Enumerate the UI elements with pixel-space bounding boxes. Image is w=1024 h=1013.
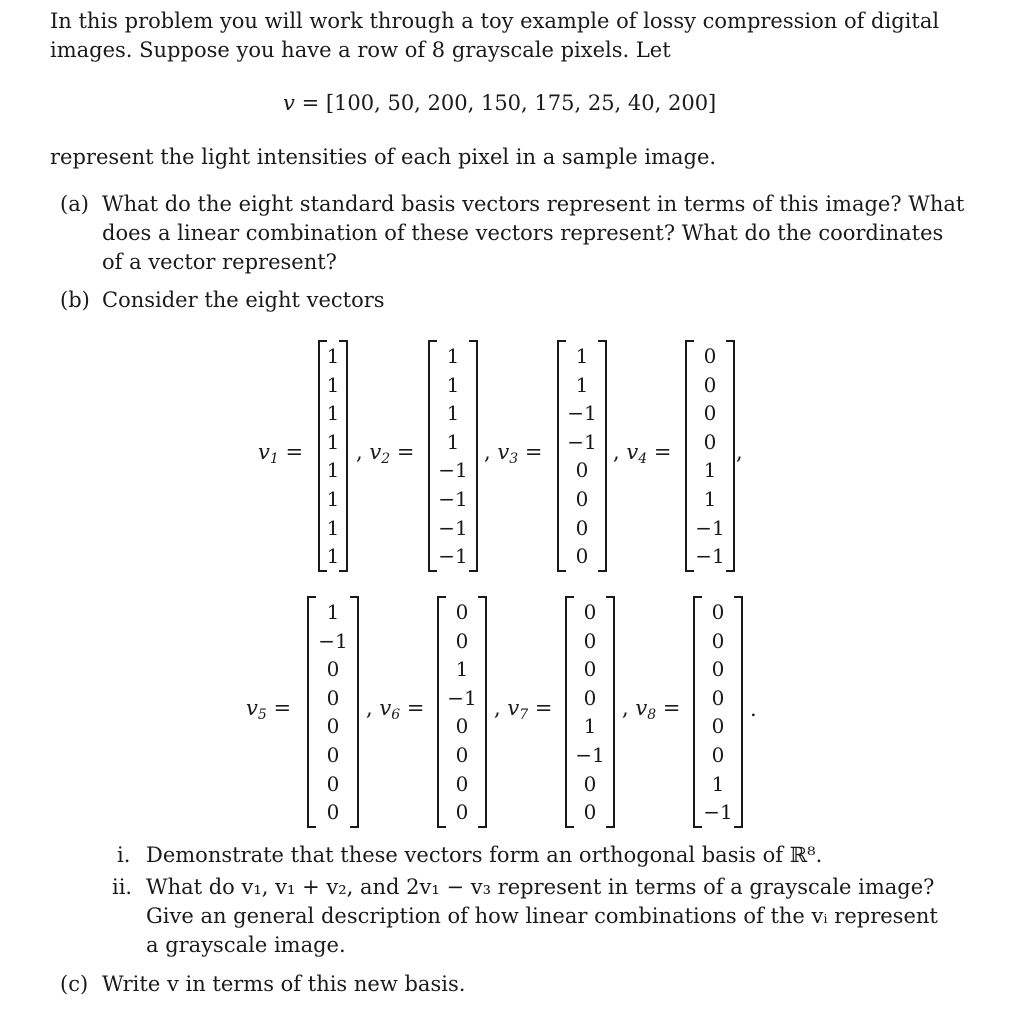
vector-entry: 0 [583, 657, 597, 682]
vector-entry: 0 [703, 372, 717, 397]
vector-entry: 1 [326, 458, 340, 483]
vector-matrix-4 [685, 340, 735, 572]
part-a-line-1: What do the eight standard basis vectors represent in terms of this image? What [102, 192, 965, 216]
vector-entry: 1 [326, 544, 340, 569]
vector-entry: 0 [583, 628, 597, 653]
vector-entry: −1 [438, 458, 468, 483]
vector-matrix-8 [693, 596, 743, 828]
intro-line-1: In this problem you will work through a toy example of lossy compression of digital [50, 9, 940, 33]
sub-ii-label: ii. [112, 875, 133, 899]
vector-matrix-2 [428, 340, 478, 572]
sub-ii-line-1: What do v₁, v₁ + v₂, and 2v₁ − v₃ represent in terms of a grayscale image? [146, 875, 935, 899]
vector-entry: 0 [711, 714, 725, 739]
vector-entry: 0 [575, 458, 589, 483]
vector-entry: 1 [326, 487, 340, 511]
vector-v-equation [283, 89, 716, 118]
vector-entry: 1 [326, 429, 340, 454]
vector-label-3: , $v_3$ = [484, 440, 543, 467]
vector-entry: 0 [326, 685, 340, 710]
vector-entry: 0 [575, 544, 589, 569]
vector-entry: 1 [446, 344, 460, 368]
vector-entry: 0 [703, 401, 717, 426]
vector-entry: 0 [711, 657, 725, 682]
part-a-line-2: does a linear combination of these vectors represent? What do the coordinates [102, 221, 944, 245]
part-a-label: (a) [60, 192, 89, 216]
vector-entry: 0 [326, 714, 340, 739]
vector-entry: 0 [455, 714, 469, 739]
vector-entry: 1 [326, 372, 340, 397]
vector-entry: −1 [575, 743, 605, 767]
part-b-label: (b) [60, 288, 90, 312]
vector-entry: −1 [318, 628, 348, 653]
vector-label-8: , $v_8$ = [622, 696, 681, 723]
vector-label-2: , $v_2$ = [356, 440, 415, 467]
vector-entry: 0 [703, 344, 717, 368]
vector-entry: 1 [326, 344, 340, 368]
vector-entry: 1 [711, 771, 725, 796]
vector-entry: −1 [447, 685, 477, 710]
vector-label-1: $v_1$ = [258, 440, 304, 467]
vector-matrix-6 [437, 596, 487, 828]
vector-entry: 1 [575, 372, 589, 397]
vector-entry: 0 [326, 771, 340, 796]
vector-entry: 0 [575, 487, 589, 511]
equation-rhs: = [100, 50, 200, 150, 175, 25, 40, 200] [301, 91, 717, 115]
vector-entry: 0 [455, 800, 469, 825]
vector-entry: 0 [326, 657, 340, 682]
vector-entry: 0 [711, 685, 725, 710]
vector-matrix-3 [557, 340, 607, 572]
vector-label-6: , $v_6$ = [366, 696, 425, 723]
vector-matrix-7 [565, 596, 615, 828]
vector-entry: −1 [438, 544, 468, 569]
intro-line-2: images. Suppose you have a row of 8 grayscale pixels. Let [50, 38, 671, 62]
row-1-trailing-comma: , [736, 440, 743, 464]
vector-entry: 0 [455, 628, 469, 653]
vector-entry: 0 [455, 771, 469, 796]
vector-entry: 1 [455, 657, 469, 682]
vector-entry: 1 [703, 487, 717, 511]
vector-entry: 0 [583, 800, 597, 825]
vector-label-5: $v_5$ = [246, 696, 292, 723]
vector-entry: −1 [695, 544, 725, 569]
vector-entry: 1 [583, 714, 597, 739]
vector-label-7: , $v_7$ = [494, 696, 553, 723]
row-2-trailing-period: . [750, 697, 757, 721]
vector-entry: 0 [711, 600, 725, 624]
equation-lhs: v [283, 91, 295, 115]
vector-entry: −1 [703, 800, 733, 825]
part-c-label: (c) [60, 972, 89, 996]
vector-entry: 0 [703, 429, 717, 454]
vector-entry: −1 [567, 401, 597, 426]
vector-entry: 1 [326, 515, 340, 540]
intro-line-3: represent the light intensities of each pixel in a sample image. [50, 145, 717, 169]
vector-entry: −1 [567, 429, 597, 454]
sub-i-text: Demonstrate that these vectors form an orthogonal basis of ℝ⁸. [146, 843, 823, 867]
vector-entry: 0 [575, 515, 589, 540]
vectors-row-1 [0, 340, 1024, 575]
vector-entry: 1 [326, 600, 340, 624]
vector-entry: 0 [455, 600, 469, 624]
vector-entry: 0 [711, 743, 725, 767]
part-a-line-3: of a vector represent? [102, 250, 337, 274]
vector-entry: 1 [446, 372, 460, 397]
vector-entry: 1 [703, 458, 717, 483]
vector-entry: −1 [695, 515, 725, 540]
vector-matrix-1 [318, 340, 348, 572]
vector-entry: −1 [438, 487, 468, 511]
vector-label-4: , $v_4$ = [613, 440, 672, 467]
vector-entry: 0 [583, 771, 597, 796]
vector-entry: 1 [446, 401, 460, 426]
vector-entry: 0 [326, 743, 340, 767]
vector-entry: −1 [438, 515, 468, 540]
vectors-row-2 [0, 596, 1024, 831]
vector-entry: 0 [326, 800, 340, 825]
vector-entry: 1 [575, 344, 589, 368]
vector-entry: 1 [326, 401, 340, 426]
vector-matrix-5 [307, 596, 359, 828]
sub-ii-line-3: a grayscale image. [146, 933, 346, 957]
part-c-text: Write v in terms of this new basis. [102, 972, 466, 996]
vector-entry: 0 [583, 600, 597, 624]
vector-entry: 0 [711, 628, 725, 653]
vector-entry: 0 [583, 685, 597, 710]
sub-i-label: i. [117, 843, 131, 867]
sub-ii-line-2: Give an general description of how linear combinations of the vᵢ represent [146, 904, 938, 928]
part-b-line-1: Consider the eight vectors [102, 288, 385, 312]
vector-entry: 1 [446, 429, 460, 454]
vector-entry: 0 [455, 743, 469, 767]
